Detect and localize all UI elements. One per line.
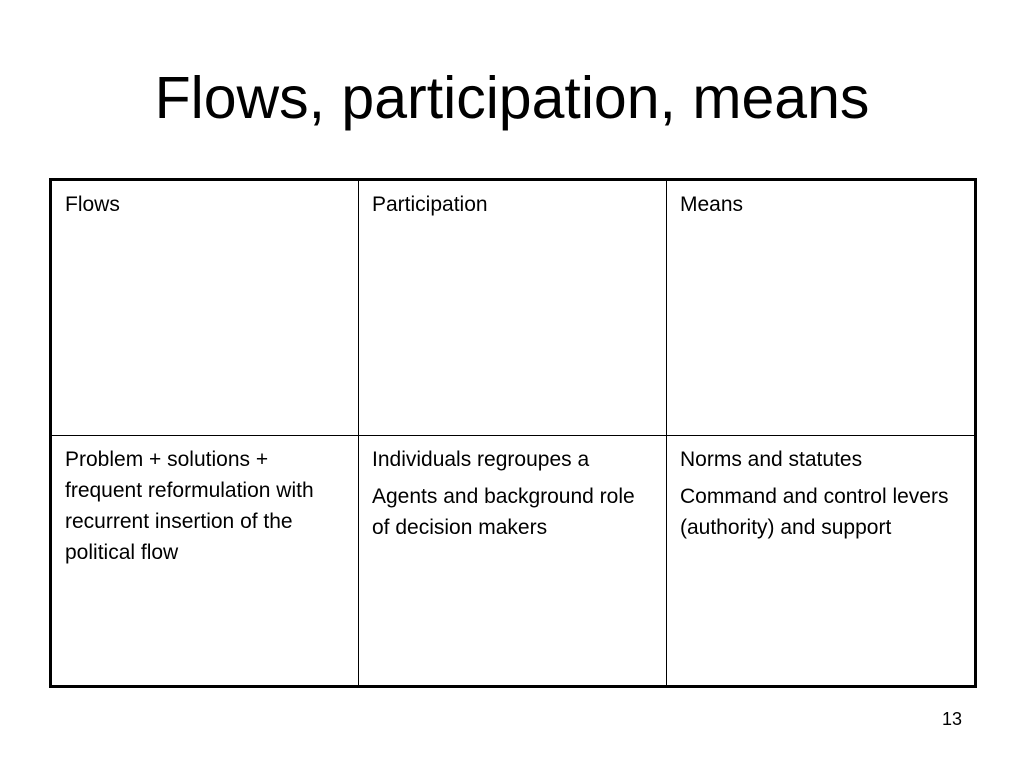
cell-flows-text: Problem + solutions + frequent reformulation with recurrent insertion of the political flow	[65, 448, 314, 564]
slide-title: Flows, participation, means	[154, 65, 870, 131]
header-cell-participation	[359, 180, 667, 436]
cell-participation-text-1: Individuals regroupes a	[372, 448, 590, 471]
cell-means-text-1: Norms and statutes	[680, 448, 863, 471]
cell-flows	[51, 436, 359, 687]
slide-number: 13	[941, 709, 962, 729]
table-row	[51, 436, 976, 687]
header-cell-flows	[51, 180, 359, 436]
cell-participation	[359, 436, 667, 687]
header-label-participation: Participation	[372, 193, 488, 216]
header-cell-means	[667, 180, 976, 436]
content-table	[49, 178, 977, 688]
header-label-flows: Flows	[65, 193, 120, 216]
cell-means	[667, 436, 976, 687]
header-label-means: Means	[680, 193, 744, 216]
table-header-row	[51, 180, 976, 436]
cell-means-text-2: Command and control levers (authority) and support	[680, 485, 949, 539]
cell-participation-text-2: Agents and background role of decision makers	[372, 485, 635, 539]
